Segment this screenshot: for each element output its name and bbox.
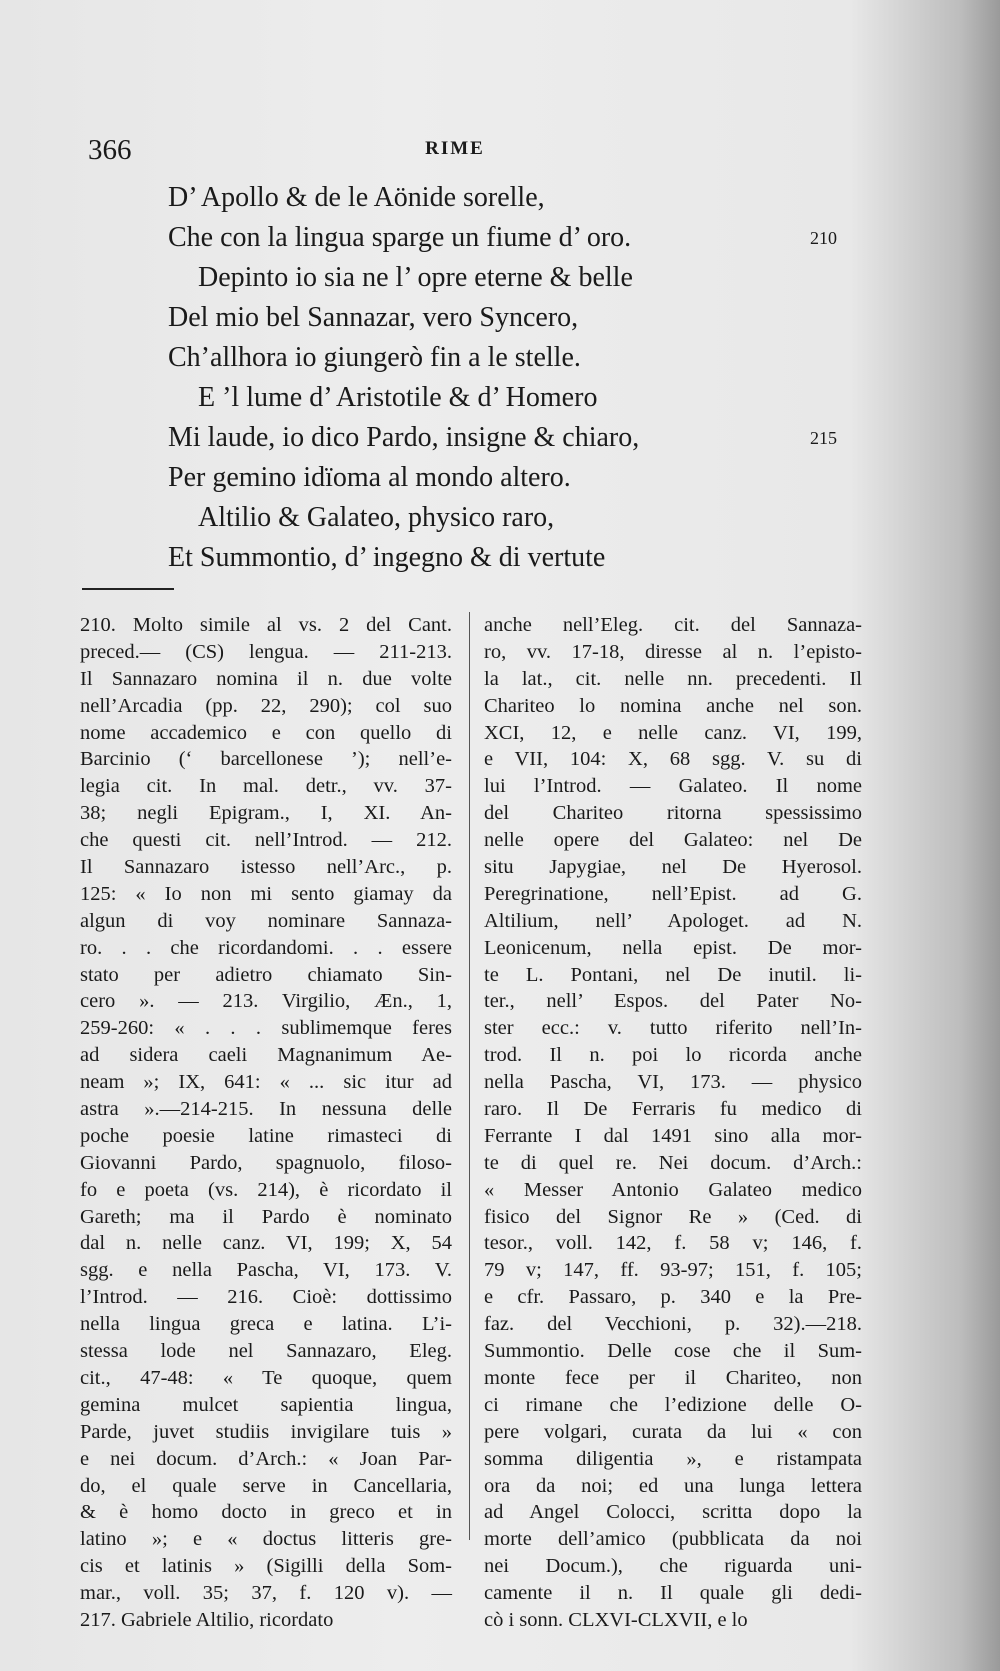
note-line: tesor., voll. 142, f. 58 v; 146, f.	[484, 1232, 862, 1255]
verse-line-number: 210	[810, 228, 837, 248]
note-line: morte dell’amico (pubblicata da noi	[484, 1528, 862, 1551]
note-line: te L. Pontani, nel De inutil. li-	[484, 963, 862, 986]
note-line: preced.— (CS) lengua. — 211-213.	[80, 640, 452, 663]
note-line: lui l’Introd. — Galateo. Il nome	[484, 775, 862, 798]
note-line: sgg. e nella Pascha, VI, 173. V.	[80, 1259, 452, 1282]
note-line: mar., voll. 35; 37, f. 120 v). —	[80, 1582, 452, 1605]
note-line: poche poesie latine rimasteci di	[80, 1124, 452, 1147]
note-line: raro. Il De Ferraris fu medico di	[484, 1098, 862, 1121]
note-line: 79 v; 147, ff. 93-97; 151, f. 105;	[484, 1259, 862, 1282]
note-line: Il Sannazaro nomina il n. due volte	[80, 667, 452, 690]
note-line: stessa lode nel Sannazaro, Eleg.	[80, 1340, 452, 1363]
verse-line: Mi laude, io dico Pardo, insigne & chiaro,	[168, 422, 640, 453]
note-line: Barcinio (‘ barcellonese ’); nell’e-	[80, 748, 452, 771]
note-line: nei Docum.), che riguarda uni-	[484, 1555, 862, 1578]
verse-line: Altilio & Galateo, physico raro,	[198, 502, 555, 533]
verse-line: Depinto io sia ne l’ opre eterne & belle	[198, 262, 633, 293]
note-line: situ Japygiae, nel De Hyerosol.	[484, 856, 862, 879]
note-line: Ferrante I dal 1491 sino alla mor-	[484, 1124, 862, 1147]
note-line: neam »; IX, 641: « ... sic itur ad	[80, 1071, 452, 1094]
note-line: ci rimane che l’edizione delle O-	[484, 1393, 862, 1416]
note-line: ad sidera caeli Magnanimum Ae-	[80, 1044, 452, 1067]
note-line: nome accademico e con quello di	[80, 721, 452, 744]
note-line: algun di voy nominare Sannaza-	[80, 909, 452, 932]
note-line: 217. Gabriele Altilio, ricordato	[80, 1608, 334, 1631]
note-line: nella lingua greca e latina. L’i-	[80, 1313, 452, 1336]
note-line: latino »; e « doctus litteris gre-	[80, 1528, 452, 1551]
note-line: nell’Arcadia (pp. 22, 290); col suo	[80, 694, 452, 717]
note-line: cò i sonn. CLXVI-CLXVII, e lo	[484, 1608, 748, 1631]
note-line: la lat., cit. nelle nn. precedenti. Il	[484, 667, 862, 690]
note-line: 210. Molto simile al vs. 2 del Cant.	[80, 614, 452, 636]
note-line: dal n. nelle canz. VI, 199; X, 54	[80, 1232, 452, 1255]
note-line: e cfr. Passaro, p. 340 e la Pre-	[484, 1286, 862, 1309]
note-line: nella Pascha, VI, 173. — physico	[484, 1071, 862, 1094]
note-line: XCI, 12, e nelle canz. VI, 199,	[484, 721, 862, 744]
note-line: ro, vv. 17-18, diresse al n. l’episto-	[484, 640, 862, 663]
note-line: Parde, juvet studiis invigilare tuis »	[80, 1420, 452, 1443]
note-line: gemina mulcet sapientia lingua,	[80, 1393, 452, 1416]
note-line: trod. Il n. poi lo ricorda anche	[484, 1044, 862, 1067]
note-line: monte fece per il Chariteo, non	[484, 1366, 862, 1389]
note-line: somma diligentia », e ristampata	[484, 1447, 862, 1470]
note-line: « Messer Antonio Galateo medico	[484, 1178, 862, 1201]
running-head: RIME	[425, 138, 485, 159]
note-line: cero ». — 213. Virgilio, Æn., 1,	[80, 990, 452, 1013]
verse-line: Et Summontio, d’ ingegno & di vertute	[168, 542, 606, 573]
page-number: 366	[88, 134, 132, 166]
note-line: ad Angel Colocci, scritta dopo la	[484, 1501, 862, 1524]
note-line: e VII, 104: X, 68 sgg. V. su di	[484, 748, 862, 771]
footnote-rule	[82, 588, 174, 590]
verse-line: Per gemino idïoma al mondo altero.	[168, 462, 571, 493]
note-line: astra ».—214-215. In nessuna delle	[80, 1098, 452, 1121]
note-line: stato per adietro chiamato Sin-	[80, 963, 452, 986]
note-line: 38; negli Epigram., I, XI. An-	[80, 802, 452, 825]
note-line: Giovanni Pardo, spagnuolo, filoso-	[80, 1151, 452, 1174]
verse-line: E ’l lume d’ Aristotile & d’ Homero	[198, 382, 598, 413]
verse-line-number: 215	[810, 428, 837, 448]
note-line: Gareth; ma il Pardo è nominato	[80, 1205, 452, 1228]
note-line: camente il n. Il quale gli dedi-	[484, 1582, 862, 1605]
note-line: Summontio. Delle cose che il Sum-	[484, 1340, 862, 1363]
note-line: 125: « Io non mi sento giamay da	[80, 882, 452, 905]
note-line: do, el quale serve in Cancellaria,	[80, 1474, 452, 1497]
note-line: nelle opere del Galateo: nel De	[484, 829, 862, 852]
note-line: Altilium, nell’ Apologet. ad N.	[484, 909, 862, 932]
note-line: anche nell’Eleg. cit. del Sannaza-	[484, 614, 862, 636]
notes-column-left	[80, 612, 452, 1634]
note-line: ro. . . che ricordandomi. . . essere	[80, 936, 452, 959]
verse-line: D’ Apollo & de le Aönide sorelle,	[168, 182, 545, 213]
note-line: fo e poeta (vs. 214), è ricordato il	[80, 1178, 452, 1201]
notes-column-right	[484, 612, 862, 1634]
note-line: del Chariteo ritorna spessissimo	[484, 802, 862, 825]
note-line: Il Sannazaro istesso nell’Arc., p.	[80, 856, 452, 879]
note-line: fisico del Signor Re » (Ced. di	[484, 1205, 862, 1228]
note-line: pere volgari, curata da lui « con	[484, 1420, 862, 1443]
note-line: che questi cit. nell’Introd. — 212.	[80, 829, 452, 852]
verse-line: Che con la lingua sparge un fiume d’ oro.	[168, 222, 632, 253]
note-line: te di quel re. Nei docum. d’Arch.:	[484, 1151, 862, 1174]
note-line: faz. del Vecchioni, p. 32).—218.	[484, 1313, 862, 1336]
note-line: Leonicenum, nella epist. De mor-	[484, 936, 862, 959]
note-line: & è homo docto in greco et in	[80, 1501, 452, 1524]
note-line: cit., 47-48: « Te quoque, quem	[80, 1366, 452, 1389]
verse-line: Ch’allhora io giungerò fin a le stelle.	[168, 342, 581, 373]
note-line: e nei docum. d’Arch.: « Joan Par-	[80, 1447, 452, 1470]
note-line: Peregrinatione, nell’Epist. ad G.	[484, 882, 862, 905]
verse-line: Del mio bel Sannazar, vero Syncero,	[168, 302, 579, 333]
note-line: cis et latinis » (Sigilli della Som-	[80, 1555, 452, 1578]
column-divider	[469, 612, 470, 1540]
note-line: ster ecc.: v. tutto riferito nell’In-	[484, 1017, 862, 1040]
note-line: ter., nell’ Espos. del Pater No-	[484, 990, 862, 1013]
note-line: Chariteo lo nomina anche nel son.	[484, 694, 862, 717]
note-line: ora da noi; ed una lunga lettera	[484, 1474, 862, 1497]
note-line: l’Introd. — 216. Cioè: dottissimo	[80, 1286, 452, 1309]
note-line: legia cit. In mal. detr., vv. 37-	[80, 775, 452, 798]
note-line: 259-260: « . . . sublimemque feres	[80, 1017, 452, 1040]
